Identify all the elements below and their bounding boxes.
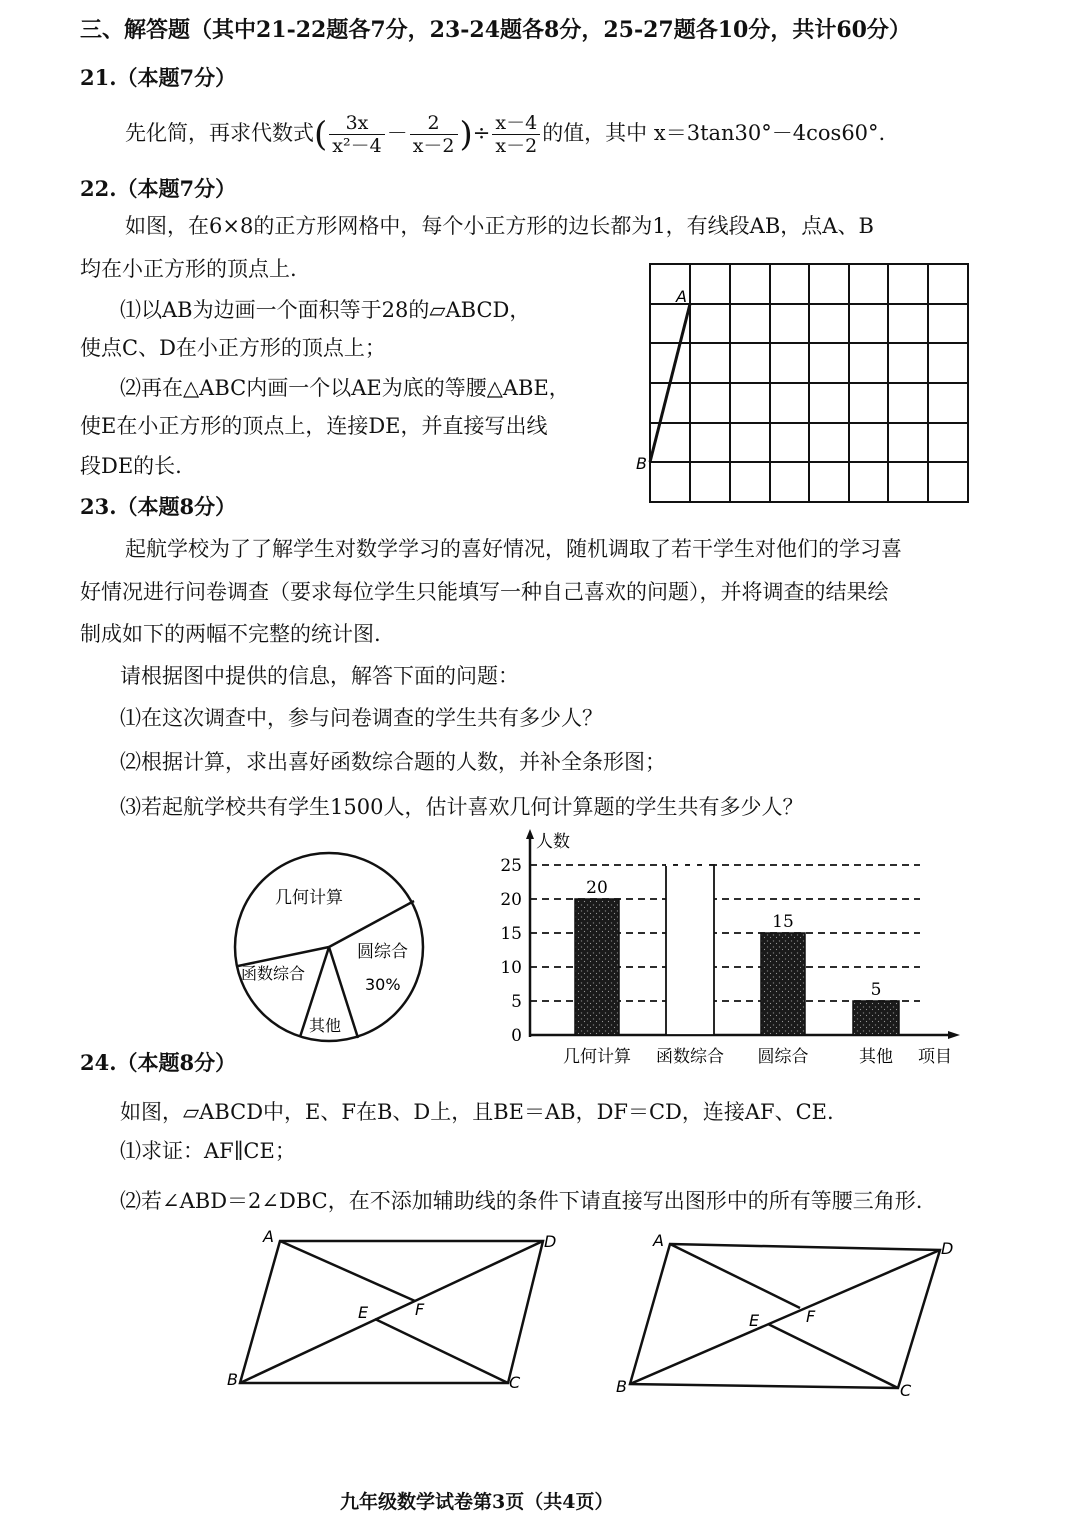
label-a: A — [653, 1231, 664, 1250]
q21-title: 21.（本题7分） — [80, 65, 237, 90]
bar-value-label: 15 — [772, 912, 794, 932]
y-tick-label: 15 — [500, 924, 522, 944]
label-e: E — [358, 1303, 369, 1322]
bar-1 — [575, 899, 619, 1035]
y-tick-label: 25 — [500, 856, 522, 876]
q22-line5: ⑵再在△ABC内画一个以AE为底的等腰△ABE， — [120, 376, 570, 400]
bar-3 — [761, 933, 805, 1035]
pie-label-circle: 圆综合 — [357, 942, 408, 962]
label-f: F — [806, 1307, 816, 1326]
q22-line1: 如图，在6×8的正方形网格中，每个小正方形的边长都为1，有线段AB，点A、B — [125, 214, 874, 238]
pie-label-other: 其他 — [309, 1016, 342, 1035]
q24-figure-right — [610, 1230, 960, 1400]
pie-label-function: 函数综合 — [241, 964, 306, 983]
q24-line1: 如图，▱ABCD中，E、F在B、D上，且BE＝AB，DF＝CD，连接AF、CE. — [120, 1100, 834, 1124]
label-e: E — [749, 1311, 760, 1330]
x-axis-arrow — [948, 1031, 960, 1039]
q24-figure-left — [225, 1225, 565, 1395]
q21-text-after: 的值，其中 x＝3tan30°－4cos60°. — [542, 121, 886, 145]
bar-value-label: 20 — [586, 878, 608, 898]
y-tick-label: 20 — [500, 890, 522, 910]
q21-text-before: 先化简，再求代数式 — [125, 121, 314, 145]
q22-title: 22.（本题7分） — [80, 176, 237, 201]
q23-line6: ⑵根据计算，求出喜好函数综合题的人数，并补全条形图； — [120, 750, 666, 774]
q24-line3: ⑵若∠ABD＝2∠DBC，在不添加辅助线的条件下请直接写出图形中的所有等腰三角形. — [120, 1189, 923, 1213]
label-a: A — [676, 287, 687, 306]
pie-chart — [225, 845, 440, 1055]
y-tick-label: 0 — [511, 1026, 522, 1046]
q23-line1: 起航学校为了了解学生对数学学习的喜好情况，随机调取了若干学生对他们的学习喜 — [125, 537, 902, 561]
q22-line2: 均在小正方形的顶点上. — [80, 257, 297, 281]
q23-line7: ⑶若起航学校共有学生1500人，估计喜欢几何计算题的学生共有多少人？ — [120, 795, 804, 819]
q24-line2: ⑴求证：AF∥CE； — [120, 1139, 296, 1163]
label-c: C — [900, 1381, 912, 1400]
label-b: B — [227, 1370, 238, 1389]
label-d: D — [544, 1232, 557, 1251]
label-f: F — [415, 1300, 425, 1319]
label-b: B — [616, 1377, 627, 1396]
section-header: 三、解答题（其中21-22题各7分，23-24题各8分，25-27题各10分，共计60分） — [80, 17, 911, 43]
y-axis-title: 人数 — [536, 832, 570, 852]
grid-lines — [650, 264, 968, 502]
y-axis-arrow — [526, 829, 534, 839]
x-category-label: 其他 — [859, 1047, 893, 1067]
x-category-label: 几何计算 — [563, 1047, 631, 1067]
q22-grid-figure — [630, 255, 980, 510]
x-category-label: 圆综合 — [757, 1047, 809, 1067]
q23-line3: 制成如下的两幅不完整的统计图. — [80, 622, 381, 646]
y-tick-label: 10 — [500, 958, 522, 978]
bar-chart-bars — [575, 865, 899, 1035]
q21-fraction-2: $\frac{2}{x-2}$ — [410, 112, 458, 157]
q23-line4: 请根据图中提供的信息，解答下面的问题： — [120, 664, 519, 688]
q23-title: 23.（本题8分） — [80, 494, 237, 519]
q23-line2: 好情况进行问卷调查（要求每位学生只能填写一种自己喜欢的问题），并将调查的结果绘 — [80, 580, 889, 604]
q22-line6: 使E在小正方形的顶点上，连接DE，并直接写出线 — [80, 414, 548, 438]
bar-4 — [853, 1001, 899, 1035]
pie-label-circle-percent: 30% — [365, 975, 401, 994]
q22-line4: 使点C、D在小正方形的顶点上； — [80, 336, 386, 360]
bar-value-label: 5 — [870, 980, 882, 1000]
q22-line7: 段DE的长. — [80, 454, 182, 478]
x-category-label: 函数综合 — [656, 1047, 724, 1067]
x-axis-title: 项目 — [918, 1047, 952, 1067]
q23-line5: ⑴在这次调查中，参与问卷调查的学生共有多少人？ — [120, 706, 603, 730]
label-c: C — [509, 1373, 521, 1392]
q21-fraction-3: $\frac{x-4}{x-2}$ — [492, 112, 540, 157]
bar-missing-outline — [666, 865, 714, 1035]
q24-title: 24.（本题8分） — [80, 1050, 237, 1075]
bar-chart — [490, 825, 970, 1070]
q21-fraction-1: $\frac{3x}{\text{x²－4}}$ — [329, 112, 384, 157]
y-tick-label: 5 — [511, 992, 522, 1012]
label-b: B — [636, 454, 647, 473]
q21-expression: 先化简，再求代数式( $\frac{3x}{\text{x²－4}}$ － $\frac{2}{x-2}$ )÷ $\frac{x-4}{x-2}$ 的值，其中 x＝3tan30°－4cos60°. — [125, 112, 886, 157]
q22-line3: ⑴以AB为边画一个面积等于28的▱ABCD， — [120, 298, 531, 322]
label-d: D — [941, 1239, 954, 1258]
label-a: A — [263, 1227, 274, 1246]
page-footer: 九年级数学试卷第3页（共4页） — [340, 1491, 614, 1513]
pie-label-geometry: 几何计算 — [275, 888, 343, 908]
